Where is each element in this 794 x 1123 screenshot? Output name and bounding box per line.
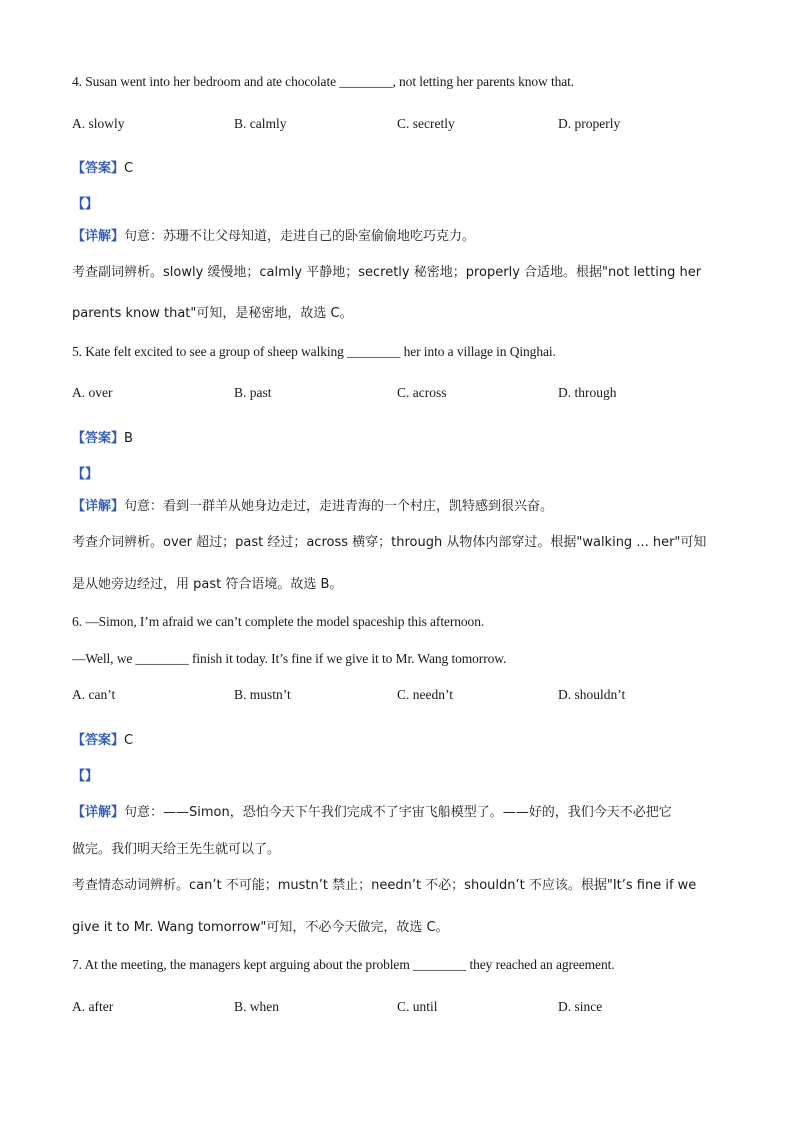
option-d: D. properly — [558, 116, 621, 131]
option-b: B. past — [234, 385, 272, 400]
answer-label: 【答案】 — [72, 431, 125, 446]
question-6-analysis-line-1: 考查情态动词辨析。can’t 不可能；mustn’t 禁止；needn’t 不必；shouldn’t 不应该。根据"It’s fine if we — [72, 878, 697, 893]
option-b: B. calmly — [234, 116, 287, 131]
option-a: A. slowly — [72, 116, 125, 131]
question-5-detail — [72, 495, 553, 515]
option-c: C. needn’t — [397, 687, 453, 702]
option-c: C. until — [397, 999, 438, 1014]
question-4-options — [72, 116, 712, 134]
question-4-stem: 4. Susan went into her bedroom and ate chocolate ________, not letting her parents know that. — [72, 74, 575, 89]
option-a: A. can’t — [72, 687, 116, 702]
detail-text: 句意：苏珊不让父母知道，走进自己的卧室偷偷地吃巧克力。 — [124, 229, 476, 244]
option-b: B. mustn’t — [234, 687, 291, 702]
question-5-analysis-line-1: 考查介词辨析。over 超过；past 经过；across 横穿；through 从物体内部穿过。根据"walking ... her"可知 — [72, 535, 707, 550]
question-5-analysis-line-2: 是从她旁边经过，用 past 符合语境。故选 B。 — [72, 577, 343, 592]
question-4-analysis-line-2: parents know that"可知，是秘密地，故选 C。 — [72, 306, 353, 321]
question-6-stem-line-1: 6. —Simon, I’m afraid we can’t complete the model spaceship this afternoon. — [72, 614, 485, 629]
empty-bracket-label: 【】 — [72, 197, 99, 212]
option-d: D. since — [558, 999, 603, 1014]
question-6-analysis-line-2: give it to Mr. Wang tomorrow"可知，不必今天做完，故选 C。 — [72, 920, 449, 935]
question-6-detail-line-2: 做完。我们明天给王先生就可以了。 — [72, 842, 281, 857]
option-a: A. over — [72, 385, 113, 400]
option-a: A. after — [72, 999, 114, 1014]
answer-value: C — [124, 161, 134, 176]
option-c: C. secretly — [397, 116, 455, 131]
question-4-answer — [72, 157, 133, 177]
option-c: C. across — [397, 385, 447, 400]
question-6-detail-line-1 — [72, 801, 672, 821]
detail-label: 【详解】 — [72, 805, 125, 820]
empty-bracket-label: 【】 — [72, 467, 99, 482]
detail-text: 句意：——Simon，恐怕今天下午我们完成不了宇宙飞船模型了。——好的，我们今天不必把它 — [124, 805, 672, 820]
question-4-analysis-line-1: 考查副词辨析。slowly 缓慢地；calmly 平静地；secretly 秘密地；properly 合适地。根据"not letting her — [72, 265, 702, 280]
question-6-stem-line-2: —Well, we ________ finish it today. It’s fine if we give it to Mr. Wang tomorrow. — [72, 651, 507, 666]
question-5-options — [72, 385, 712, 403]
question-6-answer — [72, 729, 133, 749]
question-7-stem: 7. At the meeting, the managers kept arguing about the problem ________ they reached an agreement. — [72, 957, 615, 972]
option-d: D. through — [558, 385, 617, 400]
detail-label: 【详解】 — [72, 229, 125, 244]
detail-label: 【详解】 — [72, 499, 125, 514]
answer-label: 【答案】 — [72, 161, 125, 176]
question-5-stem: 5. Kate felt excited to see a group of sheep walking ________ her into a village in Qinghai. — [72, 344, 556, 359]
answer-value: C — [124, 733, 134, 748]
option-d: D. shouldn’t — [558, 687, 626, 702]
question-4-detail — [72, 225, 475, 245]
empty-bracket-label: 【】 — [72, 769, 99, 784]
answer-label: 【答案】 — [72, 733, 125, 748]
answer-value: B — [124, 431, 133, 446]
question-5-answer — [72, 427, 133, 447]
question-6-options — [72, 687, 712, 705]
option-b: B. when — [234, 999, 279, 1014]
detail-text: 句意：看到一群羊从她身边走过，走进青海的一个村庄，凯特感到很兴奋。 — [124, 499, 554, 514]
question-7-options — [72, 999, 712, 1017]
